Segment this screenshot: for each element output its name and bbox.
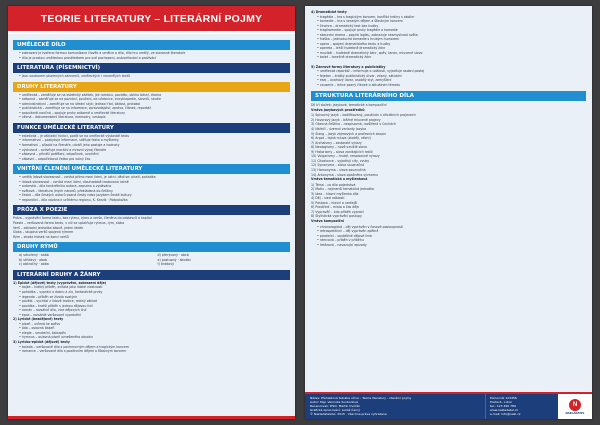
theme-item: 6) Prostředí – místo a čas děje — [311, 205, 360, 210]
imprint-line: Název: Přehledová tabulka učiva – Teorie literatury – literární pojmy — [310, 396, 412, 400]
composition-item: • chronologická – děj vyprávěn v časové posloupnosti — [317, 224, 403, 229]
language-item: 6) Argot – tajná mluva (zloději, vězni) — [311, 136, 371, 141]
theme-layer-title: Vrstva tematická a myšlenková — [311, 177, 368, 182]
text-line: • romance – veršované dílo s pozitivním dějem a šťastným koncem — [19, 349, 127, 354]
footer-imprint — [305, 394, 485, 419]
language-layer-title: Vrstva jazykových prostředků — [311, 107, 365, 112]
section-lines — [13, 51, 290, 60]
section-lines — [13, 175, 290, 202]
text-line: • bajka – krátký příběh, zvířata jako lidské vlastnosti — [19, 285, 103, 290]
text-line: Poezie – veršovaná forma textu, v níž se uplatňuje rytmus, rým, sloka — [13, 221, 125, 226]
section-lines — [13, 216, 290, 239]
text-line: • román – rozsáhlé dílo, více dějových linií — [19, 308, 87, 313]
text-line: • formativní – působí na čtenáře, utváří jeho postoje a hodnoty — [19, 143, 120, 148]
text-line: • publicistická – zaměřuje se na informace, zpravodajství; zpráva, článek, reportáž — [19, 106, 151, 111]
logo-wordmark: NAKLADATEL — [565, 411, 585, 415]
drama-item: • opera – spojení dramatického textu a hudby — [317, 41, 391, 46]
drama-item: • umělecká reportáž – informuje o události, vyjadřuje osobní postoj — [317, 69, 425, 74]
rhyme-item: c) obkročný · abba — [19, 262, 49, 267]
publisher-logo — [558, 394, 592, 419]
language-item: 13) Homonyma – slova souzvučná — [311, 167, 366, 172]
language-item: 14) Antonyma – slova opačného významu — [311, 172, 378, 177]
composition-layer-title: Vrstva kompoziční — [311, 218, 345, 223]
language-layer-list — [311, 113, 586, 177]
section-heading: VNITŘNÍ ČLENĚNÍ UMĚLECKÉ LITERATURY — [13, 164, 290, 174]
right-page — [305, 6, 592, 419]
section-heading: UMĚLECKÉ DÍLO — [13, 40, 290, 50]
theme-item: 4) Děj – sled událostí — [311, 196, 345, 201]
text-line: 3) Lyricko-epické (dějové) texty — [13, 339, 70, 344]
section-heading-structure: STRUKTURA LITERÁRNÍHO DÍLA — [311, 91, 586, 101]
text-line: • česká – díla českých autorů psaná česky nebo jazykem české kultury — [19, 193, 132, 198]
language-item: 10) Vulgarismy – hrubé, nespisovné výrazy — [311, 154, 380, 159]
composition-item: • paralelní – souběžné dějové linie — [317, 233, 372, 238]
text-line: 2) Lyrické (bezdějové) texty — [13, 317, 64, 322]
text-line: • óda – oslavná báseň — [19, 326, 55, 331]
section-heading: FUNKCE UMĚLECKÉ LITERATURY — [13, 123, 290, 133]
text-line: • dílo je prostou uměleckou prostředkem pro své pochopení, znázorňování a prožívání — [19, 55, 157, 60]
left-page — [8, 6, 295, 419]
text-line: • administrativní – zaměřuje se na úřední styk; jednací řád, žádost, protokol — [19, 101, 141, 106]
drama-list — [311, 10, 586, 87]
imprint-line: Autor: Mgr. Veronika Svobodová — [310, 400, 358, 405]
rhyme-columns — [13, 253, 290, 267]
text-line: • povídka – kratší příběh s jednou dějovou linií — [19, 303, 93, 308]
contact-line: www.nakladatel.cz — [490, 408, 518, 413]
language-item: 11) Citoslovce – vyjadřují city, zvuky — [311, 158, 370, 163]
text-line: • světová – literatura jiných národů, překládaná do češtiny — [19, 188, 113, 193]
text-line: Próza – vyprávěcí forma textu, bez rytmu, rýmu a verše, členěna do odstavců a kapitol — [13, 216, 152, 221]
footer — [305, 394, 592, 419]
rhyme-item: e) postupný · abcabc — [157, 257, 192, 262]
logo-mark-icon: N — [569, 399, 581, 411]
text-line: • hymnus – oslavná píseň vznešeného obsahu — [19, 335, 93, 340]
drama-item: • causerie – lehce psaný článek o aktuálním tématu — [317, 82, 401, 87]
text-line: Rým – shoda hlásek na konci veršů — [13, 234, 69, 239]
imprint-line: Recenzovali: PhDr. Martin Dvořák — [310, 404, 360, 409]
contact-line: e-mail: info@nakl.cz — [490, 412, 521, 417]
drama-item: • absurdní drama – popírá logiku, zobrazuje nesmyslnost světa — [317, 32, 418, 37]
rhyme-column — [13, 253, 152, 267]
text-line: • jsou souborem písemných záznamů, uměleckých i neumělých textů — [19, 74, 131, 79]
text-line: • píseň – určená ke zpěvu — [19, 321, 61, 326]
theme-item: 1) Téma – co dílo pojednává — [311, 182, 356, 187]
composition-item: • rámcová – příběh v příběhu — [317, 238, 364, 243]
composition-item: • retrospektivní – děj vyprávěn zpětně — [317, 229, 379, 234]
contact-line: Pomocník 123456 — [490, 396, 517, 400]
rhyme-item: f) tirádový — [157, 262, 175, 267]
language-item: 8) Neologismy – nově vzniklé slova — [311, 145, 367, 150]
drama-item: • fejeton – krátký publicistický útvar, vtipný, aktuální — [317, 73, 402, 78]
page-title: TEORIE LITERATURY – LITERÁRNÍ POJMY — [8, 6, 295, 34]
theme-item: 7) Vypravěč – kdo příběh vypráví — [311, 209, 364, 214]
drama-item: 5) Žánrové formy literatury a publicistiky — [311, 64, 386, 69]
text-line: • balada – veršované dílo s pochmurným dějem a tragickým koncem — [19, 344, 129, 349]
text-line: • estetická – je základní funkcí, podílí se na umělecké výstavbě textu — [19, 133, 130, 138]
text-line: • umělecká – zaměřuje se na estetický zážitek, jež románu, povídku, sbírku básní, drama — [19, 92, 162, 97]
language-item: 9) Historismy – slova zanikajících reálií — [311, 149, 373, 154]
imprint-line: © Nakladatelství, 2015 · Všechna práva vyhrazena — [310, 412, 387, 417]
drama-item: • muzikál – hudebně dramatický žánr, zpěv, tanec, mluvené slovo — [317, 50, 423, 55]
contact-line: tel.: 123 456 789 — [490, 404, 516, 409]
text-line: 1) Epické (dějové) texty (vyprávění, zobrazení děje) — [13, 280, 107, 285]
drama-item: • balet – tanečně dramatický žánr — [317, 55, 372, 60]
drama-item: • činohra – dramatický text bez hudby — [317, 23, 379, 28]
text-line: • lidová slovesnost – vzniká mezi lidmi, dlouhodobě tradovaná ústně — [19, 179, 129, 184]
rhyme-item: d) přerývaný · abcb — [157, 253, 189, 258]
text-line: • informativní – poskytuje informace, sděluje fakta a myšlenky — [19, 138, 119, 143]
footer-contact — [485, 394, 558, 419]
section-heading: DRUHY RÝMŮ — [13, 242, 290, 252]
section-lines — [13, 74, 290, 79]
imprint-line: Grafické zpracování: Lukáš Černý — [310, 408, 361, 413]
text-line: • elegie – smuteční, žalozpěv — [19, 330, 66, 335]
text-line: • populárně-naučná – spojuje prvky odborné a umělecké literatury — [19, 110, 125, 115]
text-line: • výchovná – ovlivňuje morální a mravní vývoj čtenáře — [19, 147, 107, 152]
section-lines — [13, 93, 290, 120]
text-line: • zábavná – přináší potěšení, odpočinek, uvolnění — [19, 152, 99, 157]
section-heading: DRUHY LITERATURY — [13, 82, 290, 92]
text-line: Sloka – skupina veršů spojená rýmem — [13, 230, 74, 235]
language-item: 7) Archaismy – zastaralé výrazy — [311, 140, 362, 145]
drama-item: • komedie – hra s veselým dějem a šťastným koncem — [317, 19, 403, 24]
text-line: • legenda – příběh ze života svatých — [19, 294, 78, 299]
bottom-rule — [8, 416, 295, 419]
text-line: • věcná – dokumentární literatura, memoáry, cestopis — [19, 115, 106, 120]
section-heading: LITERATURA (PÍSEMNICTVÍ) — [13, 63, 290, 73]
theme-item: 5) Postava – hlavní a vedlejší — [311, 200, 358, 205]
section-heading: PRÓZA X POEZIE — [13, 205, 290, 215]
text-line: • epos – rozsáhlé veršované vyprávění — [19, 312, 81, 317]
rhyme-column — [152, 253, 291, 267]
text-line: • odborná – zaměřuje se na poznání, poučení, od učebnice, encyklopedie, slovník, studie — [19, 97, 161, 102]
drama-item: • tragikomedie – spojuje prvky tragédie a komedie — [317, 28, 398, 33]
language-item: 5) Slang – jazyk zájmových a profesních skupin — [311, 131, 387, 136]
composition-layer-list — [311, 225, 586, 248]
drama-item: • opereta – lehčí hudebně dramatický žánr — [317, 46, 386, 51]
section-heading: LITERÁRNÍ DRUHY A ŽÁNRY — [13, 270, 290, 280]
drama-item: • tragédie – hra s tragickým koncem, konflikt hrdiny s okolím — [317, 14, 415, 19]
rhyme-item: b) střídavý · abab — [19, 257, 48, 262]
theme-item: 3) Idea – hlavní myšlenka díla — [311, 191, 359, 196]
composition-item: • řetězová – navazující epizody — [317, 242, 367, 247]
drama-item: • fraška – jednoduchá komedie s hrubým humorem — [317, 37, 400, 42]
section-lines — [13, 281, 290, 354]
language-item: 2) Hovorový jazyk – běžné mluvené projevy — [311, 117, 381, 122]
language-item: 4) Nářečí – územní varianty jazyka — [311, 127, 367, 132]
language-item: 3) Obecná čeština – nespisovná, rozšířená v Čechách — [311, 122, 396, 127]
drama-item: • esej – úvahový útvar, osobitý styl, zamyšlení — [317, 78, 392, 83]
text-line: • zábavní – odpočinková četba pro volný čas — [19, 156, 91, 161]
drama-item: 4) Dramatické texty — [311, 10, 347, 14]
section-lines — [13, 134, 290, 161]
text-line: • zobrazení je tvořeno formou komunikace člověk a umělce a dílo, dílo hru umělý, ve slovesné literatuře — [19, 51, 186, 55]
text-line: • pověst – vychází z lidové tradice, reálný základ — [19, 299, 98, 304]
text-line: • autorská – dílo konkrétního autora, zapsáno a vydáváno — [19, 184, 112, 189]
theme-item: 8) Stylistická vyprávěcí postupy — [311, 214, 362, 219]
theme-item: 2) Motiv – nejmenší tematická jednotka — [311, 187, 374, 192]
right-page-body — [305, 6, 592, 247]
theme-layer-list — [311, 183, 586, 219]
left-page-body — [8, 34, 295, 354]
text-line: • umělá lidová slovesnost – vzniká přímo mezi lidmi, je ústní, dědí se: píseň, pohádka — [19, 175, 156, 180]
rhyme-item: a) sdružený · aabb — [19, 253, 49, 258]
structure-intro: Díl tří složek: jazykové, tematické a kompoziční — [311, 103, 387, 108]
contact-line: Praha 6 - Liboc — [490, 400, 513, 405]
text-line: Verš – základní jednotka básně, jeden řádek — [13, 225, 84, 230]
text-line: • regionální – díla vázána k určitému regionu, K. Kerzík · Podpoložka — [19, 197, 128, 202]
text-line: • pohádka – vypráví o dobru a zlu, fantastické prvky — [19, 289, 103, 294]
language-item: 12) Synonyma – slova souznačná — [311, 163, 365, 168]
language-item: 1) Spisovný jazyk – kodifikovaný, používán v oficiálních projevech — [311, 113, 416, 118]
